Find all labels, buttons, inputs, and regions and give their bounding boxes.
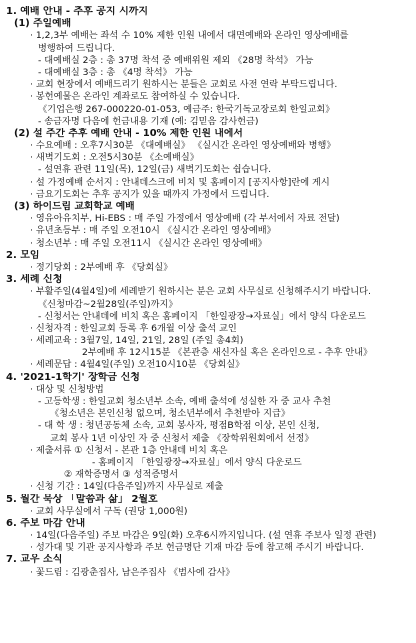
announcement-line: 교회 봉사 1년 이상인 자 중 신청서 제출 《장학위원회에서 선정》 [50,432,314,444]
announcement-line: · 청소년부 : 매 주일 오전11시 《실시간 온라인 영상예배》 [30,237,267,249]
announcement-line: · 신청 기간 : 14일(다음주일)까지 사무실로 제출 [30,481,224,493]
announcement-line: · 교회 현장에서 예배드리기 원하시는 분들은 교회로 사전 연락 부탁드립니다. [30,79,338,91]
section-heading: 5. 월간 묵상 「말씀과 삶」 2월호 [6,493,158,505]
section-heading: 4. '2021-1학기' 장학금 신청 [6,371,140,383]
section-heading: 7. 교우 소식 [6,554,63,566]
announcement-line: · 새벽기도회 : 오전5시30분 《소예배실》 [30,152,199,164]
announcement-line: · 꽃드림 : 김광춘집사, 남은주집사 《범사에 감사》 [30,566,235,578]
announcement-line: - 송금자명 다음에 헌금내용 기재 (예: 김믿음 감사헌금) [38,115,259,127]
announcement-line: - 고등학생 : 한일교회 청소년부 소속, 예배 출석에 성실한 자 중 교사 추천 [38,396,331,407]
announcement-line: - 대 학 생 : 청년공동체 소속, 교회 봉사자, 평점B학점 이상, 본인 신청, [38,420,320,432]
section-heading: 1. 예배 안내 - 추후 공지 시까지 [6,6,149,17]
announcement-line: 《기업은행 267-000220-01-053, 예금주: 한국기독교장로회 한일교회》 [38,103,335,115]
section-heading: (2) 설 주간 추후 예배 안내 - 10% 제한 인원 내에서 [14,127,243,139]
announcement-line: · 부활주일(4월4일)에 세례받기 원하시는 분은 교회 사무실로 신청해주시기 바랍니다. [30,286,371,298]
announcement-line: · 영유아유치부, Hi-EBS : 매 주일 가정에서 영상예배 (각 부서에서 자료 전달) [30,213,340,225]
section-heading: 3. 세례 신청 [6,274,63,286]
announcement-line: · 유년초등부 : 매 주일 오전10시 《실시간 온라인 영상예배》 [30,225,276,237]
announcement-line: 《청소년은 본인신청 없으며, 청소년부에서 추천받아 지급》 [50,408,291,420]
announcement-line: · 교회 사무실에서 구독 (권당 1,000원) [30,505,188,517]
announcement-line: 병행하여 드립니다. [38,42,115,54]
announcement-line: · 14일(다음주일) 주보 마감은 9일(화) 오후6시까지입니다. (설 연휴 주보사 일정 관련) [30,530,377,542]
section-heading: 6. 주보 마감 안내 [6,517,86,529]
announcement-line: - 홈페이지 「한일광장→자료실」에서 양식 다운로드 [92,456,302,468]
section-heading: (1) 주일예배 [14,18,72,30]
announcement-line: · 금요기도회는 추후 공지가 있을 때까지 가정에서 드립니다. [30,188,270,200]
announcement-line: · 세례교육 : 3월7일, 14일, 21일, 28일 (주일 총4회) [30,335,244,347]
announcement-line: 《신청마감~2월28일(주일)까지》 [38,298,178,310]
announcement-line: - 대예배실 2층 : 총 37명 착석 중 예배위원 제외 《28명 착석》 가능 [38,54,314,66]
announcement-line: · 제출서류 ① 신청서 - 본관 1층 안내데 비치 혹은 [30,444,228,456]
announcement-line: · 신청자격 : 한일교회 등록 후 6개월 이상 출석 교인 [30,322,237,334]
announcement-line: · 봉헌예물은 온라인 계좌로도 참여하실 수 있습니다. [30,91,240,103]
announcement-line: · 설 가정예배 순서지 : 안내데스크에 비치 및 홈페이지 [공지사항]란에 게시 [30,176,330,188]
announcement-line: · 세례문답 : 4월4일(주일) 오전10시10분 《당회실》 [30,359,245,371]
announcement-line: · 정기당회 : 2부예배 후 《당회실》 [30,261,173,273]
announcement-line: ② 재학증명서 ③ 성적증명서 [64,469,178,481]
announcement-line: - 신청서는 안내데에 비치 혹은 홈페이지 「한일광장→자료실」에서 양식 다운로드 [38,310,366,322]
announcement-line: · 성가대 및 기관 공지사항과 주보 헌금명단 기재 마감 등에 참고해 주시기 바랍니다. [30,542,364,554]
section-heading: 2. 모임 [6,249,40,261]
section-heading: (3) 하이드림 교회학교 예배 [14,201,135,212]
announcement-line: - 설연휴 관련 11일(목), 12일(금) 새벽기도회는 쉽습니다. [38,164,272,176]
announcement-line: 2부예배 후 12시15분 《본관층 새신자실 혹은 온라인으로 - 추후 안내》 [82,347,373,359]
announcement-line: · 수요예배 : 오후7시30분 《대예배실》 《실시간 온라인 영상예배와 병행》 [30,140,336,152]
announcement-line: · 대상 및 신청방법 [30,383,104,395]
announcement-line: · 1,2,3부 예배는 좌석 수 10% 제한 인원 내에서 대면예배와 온라인 영상예배를 [30,30,349,42]
announcement-line: - 대예배실 3층 : 총 《4명 착석》 가능 [38,66,193,78]
